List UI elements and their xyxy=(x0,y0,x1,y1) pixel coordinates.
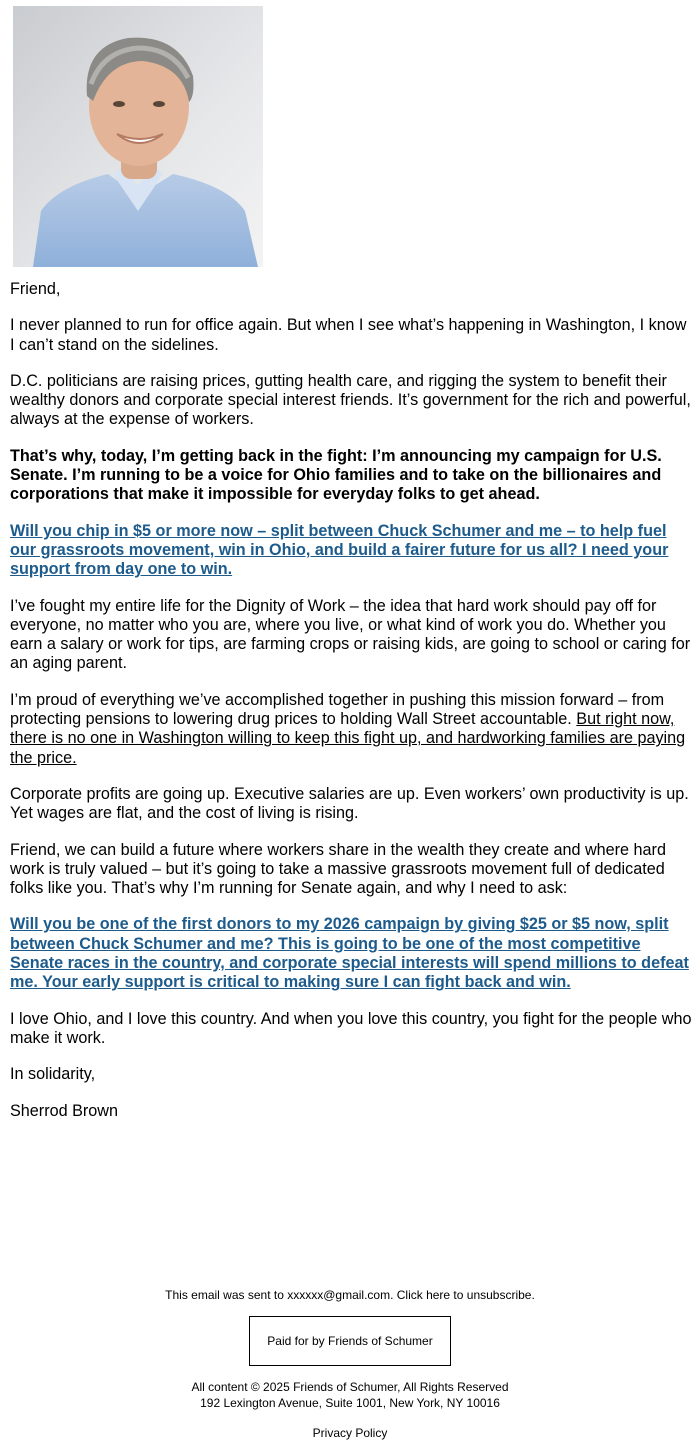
paragraph-4: I’ve fought my entire life for the Dignity of Work – the idea that hard work should pay off for everyone, no matter who you are, where you live, or what kind of work you do. Whether you earn a salary or work for tips, are farming crops or raising kids, are going to school or caring for an aging parent. xyxy=(10,596,691,673)
paid-for-box xyxy=(249,1316,451,1366)
paid-for-text: Paid for by Friends of Schumer xyxy=(267,1334,433,1348)
greeting: Friend, xyxy=(10,280,61,298)
paragraph-2: D.C. politicians are raising prices, gutting health care, and rigging the system to benefit their wealthy donors and corporate special interest friends. It’s government for the rich and powerful, always at the expense of workers. xyxy=(10,371,691,429)
mailing-address: 192 Lexington Avenue, Suite 1001, New York, NY 10016 xyxy=(200,1396,500,1410)
paragraph-5-start: I’m proud of everything we’ve accomplished together in pushing this mission forward – from protecting pensions to lowering drug prices to holding Wall Street accountable. xyxy=(10,690,665,729)
paragraph-7: Friend, we can build a future where workers share in the wealth they create and where hard work is truly valued – but it’s going to take a massive grassroots movement full of dedicated folks like you. That’s why I’m running for Senate again, and why I need to ask: xyxy=(10,840,666,898)
paragraph-6: Corporate profits are going up. Executive salaries are up. Even workers’ own productivity is up. Yet wages are flat, and the cost of living is rising. xyxy=(10,784,689,823)
privacy-policy-link[interactable]: Privacy Policy xyxy=(312,1426,388,1440)
cta-paragraph-2 xyxy=(10,915,692,992)
paragraph-1: I never planned to run for office again. But when I see what’s happening in Washington, I know I can’t stand on the sidelines. xyxy=(10,316,687,354)
cta-paragraph-1 xyxy=(10,522,692,580)
candidate-portrait-image xyxy=(13,6,263,267)
copyright-text: All content © 2025 Friends of Schumer, All Rights Reserved xyxy=(191,1380,509,1394)
copyright-block xyxy=(0,1379,700,1411)
closing: In solidarity, xyxy=(10,1065,96,1084)
donate-link-2[interactable]: Will you be one of the first donors to my 2026 campaign by giving $25 or $5 now, split between Chuck Schumer and me? This is going to be one of the most competitive Senate races in the country, and corporate special interests will spend millions to defeat me. Your early support is critical to making sure I can fight back and win. xyxy=(10,915,689,992)
paragraph-5 xyxy=(10,691,692,768)
donate-link-1[interactable]: Will you chip in $5 or more now – split between Chuck Schumer and me – to help fuel our grassroots movement, win in Ohio, and build a fairer future for us all? I need your support from day one to win. xyxy=(10,521,669,579)
paragraph-3-bold: That’s why, today, I’m getting back in the fight: I’m announcing my campaign for U.S. Senate. I’m running to be a voice for Ohio families and to take on the billionaires and corporations that make it impossible for everyday folks to get ahead. xyxy=(10,446,662,504)
unsubscribe-notice[interactable]: This email was sent to xxxxxx@gmail.com. Click here to unsubscribe. xyxy=(165,1288,535,1302)
paragraph-5-underlined: But right now, there is no one in Washington willing to keep this fight up, and hardworking families are paying the price. xyxy=(10,710,686,767)
email-footer xyxy=(0,1287,700,1441)
letter-body xyxy=(10,280,692,1138)
signature: Sherrod Brown xyxy=(10,1101,118,1120)
candidate-photo xyxy=(13,6,263,267)
paragraph-8: I love Ohio, and I love this country. And when you love this country, you fight for the people who make it work. xyxy=(10,1009,692,1047)
